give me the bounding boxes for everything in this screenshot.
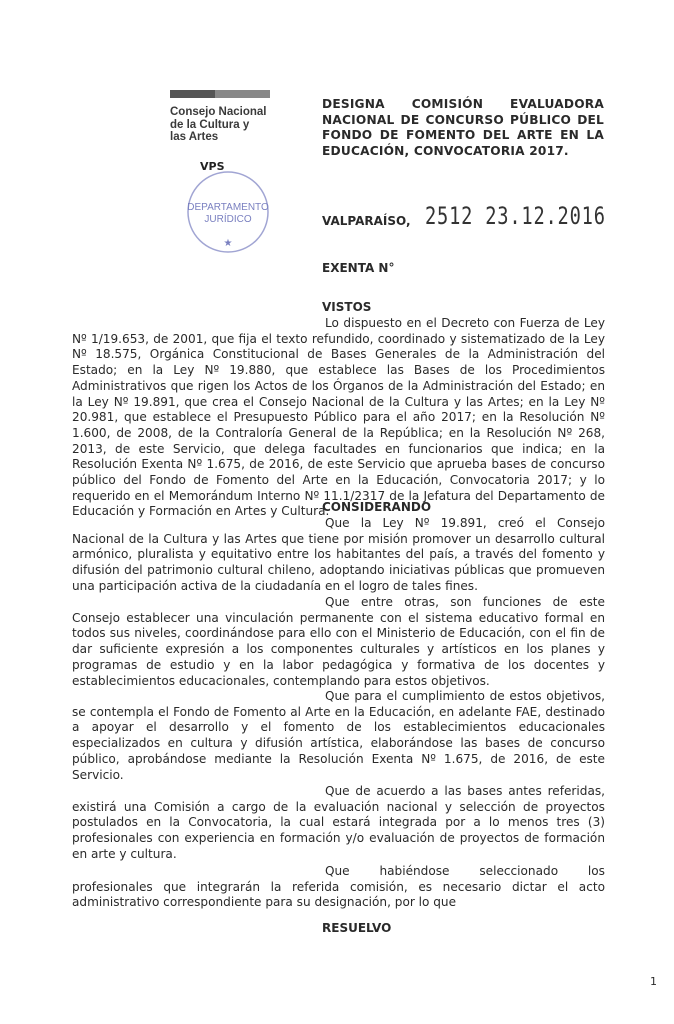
document-title: [322, 97, 604, 159]
exenta-label: EXENTA N°: [322, 261, 395, 275]
organization-logo-text: [170, 106, 267, 144]
vistos-paragraph: Lo dispuesto en el Decreto con Fuerza de Ley Nº 1/19.653, de 2001, que fija el texto refundido, coordinado y sistematizado de la Ley Nº 18.575, Orgánica Constitucional de Bases Generales de la Administración del Estado; en la Ley Nº 19.880, que establece las Bases de los Procedimientos Administrativos que rigen los Actos de los Órganos de la Administración del Estado; en la Ley Nº 19.891, que crea el Consejo Nacional de la Cultura y las Artes; en la Ley Nº 20.981, que establece el Presupuesto Público para el año 2017; en la Resolución Nº 1.600, de 2008, de la Contraloría General de la República; en la Resolución Nº 268, 2013, de este Servicio, que delega facultades en funcionarios que indica; en la Resolución Exenta Nº 1.675, de 2016, de este Servicio que aprueba bases de concurso público del Fondo de Fomento del Arte en la Educación, Convocatoria 2017; y lo requerido en el Memorándum Interno Nº 11.1/2317 de la Jefatura del Departamento de Educación y Formación en Artes y Cultura.: [72, 316, 605, 519]
considerando-paragraph: Que la Ley Nº 19.891, creó el Consejo Nacional de la Cultura y las Artes que tiene por misión promover un desarrollo cultural armónico, pluralista y equitativo entre los habitantes del país, a través del fomento y difusión del patrimonio cultural chileno, adoptando iniciativas públicas que promueven una participación activa de la ciudadanía en el logro de tales fines.: [72, 516, 605, 593]
stamp-text: DEPARTAMENTO: [187, 202, 269, 213]
considerando-paragraph: Que para el cumplimiento de estos objetivos, se contempla el Fondo de Fomento al Arte en la Educación, en adelante FAE, destinado a apoyar el desarrollo y el fomento de los establecimientos educacionales especializados en cultura y difusión artística, elaborándose las bases de concurso público, aprobándose mediante la Resolución Exenta Nº 1.675, de 2016, de este Servicio.: [72, 689, 605, 782]
page-number: 1: [650, 975, 657, 988]
org-line: de la Cultura y: [170, 118, 250, 131]
initials: VPS: [200, 160, 225, 173]
title-line: NACIONAL DE CONCURSO PÚBLICO DEL: [322, 112, 604, 127]
vistos-heading: VISTOS: [322, 300, 372, 314]
resolution-number-date: 2512 23.12.2016: [425, 202, 606, 230]
considerando-heading: CONSIDERANDO: [322, 500, 432, 514]
title-line: DESIGNA COMISIÓN EVALUADORA: [322, 97, 604, 111]
stamp-text: JURÍDICO: [204, 214, 252, 225]
star-icon: ★: [223, 238, 233, 249]
logo-bar: [170, 90, 270, 98]
city: VALPARAÍSO,: [322, 214, 411, 228]
department-seal-stamp: [178, 168, 278, 256]
title-line: EDUCACIÓN, CONVOCATORIA 2017.: [322, 143, 569, 158]
org-line: las Artes: [170, 131, 219, 143]
title-line: FONDO DE FOMENTO DEL ARTE EN LA: [322, 128, 604, 142]
considerando-paragraph: Que entre otras, son funciones de este Consejo establecer una vinculación permanente con el sistema educativo formal en todos sus niveles, coordinándose para ello con el Ministerio de Educación, con el fin de dar suficiente expresión a los componentes culturales y artísticos en los planes y programas de estudio y en la labor pedagógica y formativa de los docentes y establecimientos educacionales, contemplando para estos objetivos.: [72, 595, 605, 688]
considerando-paragraph: Que de acuerdo a las bases antes referidas, existirá una Comisión a cargo de la evaluación nacional y selección de proyectos postulados en la Convocatoria, la cual estará integrada por a lo menos tres (3) profesionales con experiencia en formación y/o evaluación de proyectos de formación en arte y cultura.: [72, 784, 605, 861]
org-line: Consejo Nacional: [170, 106, 267, 118]
considerando-paragraph: Que habiéndose seleccionado los profesionales que integrarán la referida comisión, es necesario dictar el acto administrativo correspondiente para su designación, por lo que: [72, 864, 605, 910]
resuelvo-heading: RESUELVO: [322, 921, 392, 935]
